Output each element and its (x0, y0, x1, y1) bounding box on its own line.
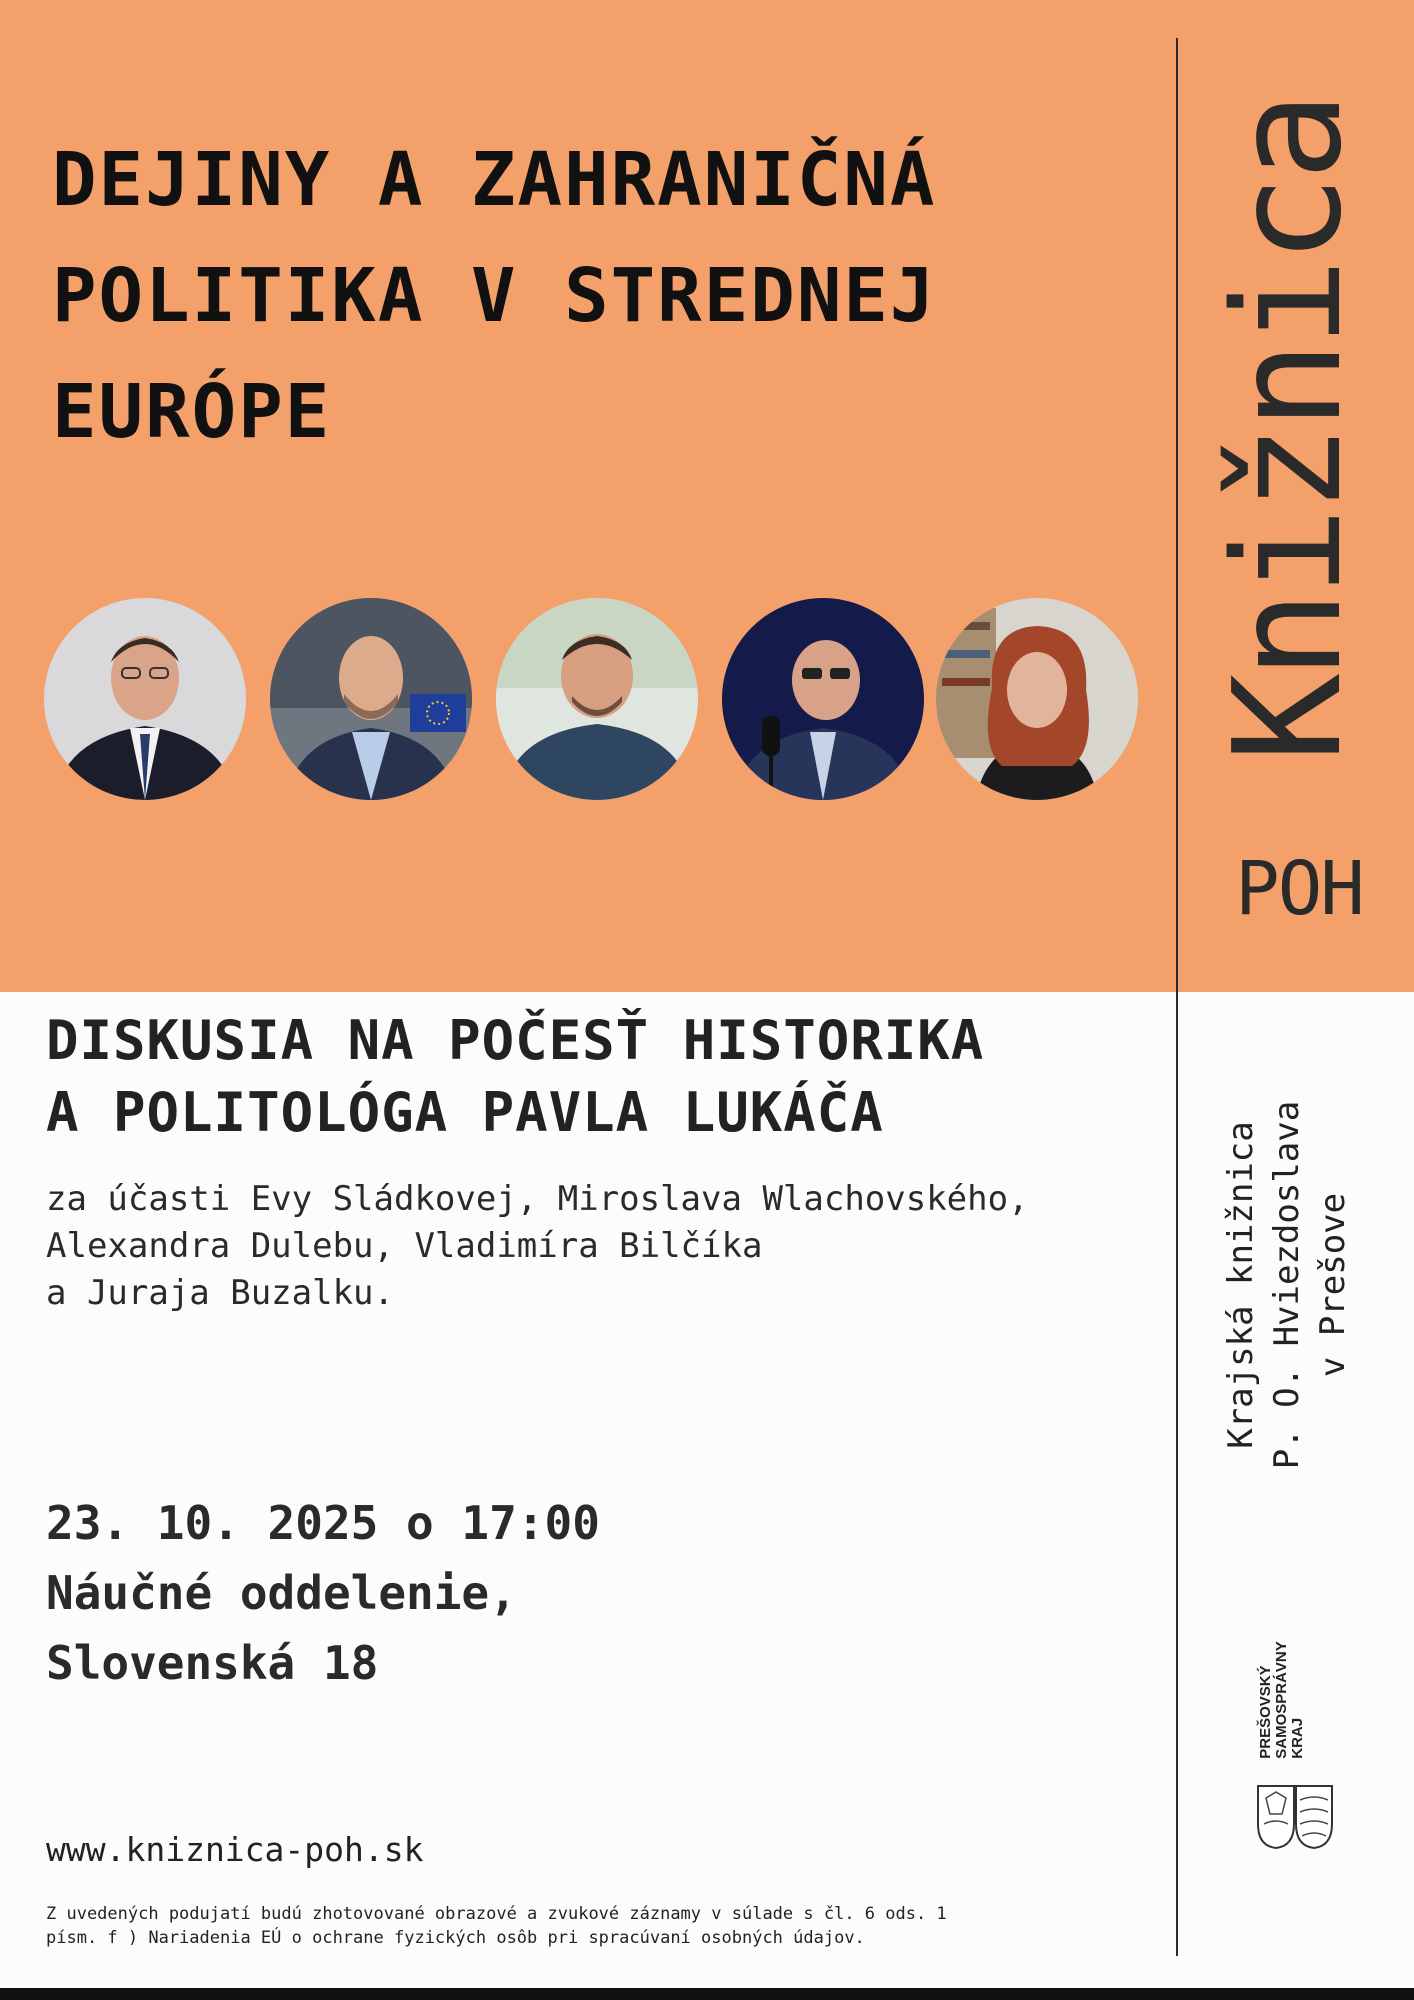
website-link[interactable]: www.kniznica-poh.sk (46, 1830, 424, 1869)
portrait-photo-3 (496, 598, 698, 800)
coat-of-arms-icon (1256, 1784, 1334, 1850)
partner-logo-text (1258, 1641, 1306, 1759)
participants-line: a Juraja Buzalku. (46, 1273, 394, 1313)
participants-line: Alexandra Dulebu, Vladimíra Bilčíka (46, 1226, 763, 1266)
title-line: EURÓPE (52, 369, 332, 455)
speaker-portraits (44, 598, 1164, 804)
title-line: POLITIKA V STREDNEJ (52, 253, 937, 339)
vertical-divider (1176, 38, 1178, 1956)
event-datetime: 23. 10. 2025 o 17:00 (46, 1496, 600, 1550)
portrait-photo-4 (722, 598, 924, 800)
organization-name (1218, 1101, 1356, 1469)
brand-wordmark: Knižnica (1202, 97, 1374, 763)
portrait-photo-1 (44, 598, 246, 800)
privacy-disclaimer (46, 1902, 1166, 1950)
partner-line: PREŠOVSKÝ (1257, 1665, 1274, 1759)
subtitle-line: DISKUSIA NA POČESŤ HISTORIKA (46, 1009, 985, 1072)
brand-suffix: POH (1235, 846, 1363, 932)
portrait-photo-5 (936, 598, 1138, 800)
event-address: Slovenská 18 (46, 1636, 379, 1690)
organization-line: P. O. Hviezdoslava (1267, 1100, 1307, 1470)
title-line: DEJINY A ZAHRANIČNÁ (52, 137, 937, 223)
bottom-bar (0, 1988, 1414, 2000)
event-title (52, 122, 1152, 470)
disclaimer-line: písm. f ) Nariadenia EÚ o ochrane fyzických osôb pri spracúvaní osobných údajov. (46, 1928, 865, 1948)
partner-line: KRAJ (1289, 1717, 1306, 1759)
organization-line: Krajská knižnica (1221, 1121, 1261, 1449)
subtitle-line: A POLITOLÓGA PAVLA LUKÁČA (46, 1081, 884, 1144)
event-details (46, 1488, 1166, 1698)
partner-line: SAMOSPRÁVNY (1273, 1641, 1290, 1759)
event-venue: Náučné oddelenie, (46, 1566, 517, 1620)
event-subtitle (46, 1005, 1166, 1149)
organization-line: v Prešove (1313, 1192, 1353, 1378)
portrait-photo-2 (270, 598, 472, 800)
participants-text (46, 1176, 1166, 1317)
disclaimer-line: Z uvedených podujatí budú zhotovované obrazové a zvukové záznamy v súlade s čl. 6 ods. 1 (46, 1904, 947, 1924)
participants-line: za účasti Evy Sládkovej, Miroslava Wlachovského, (46, 1179, 1029, 1219)
